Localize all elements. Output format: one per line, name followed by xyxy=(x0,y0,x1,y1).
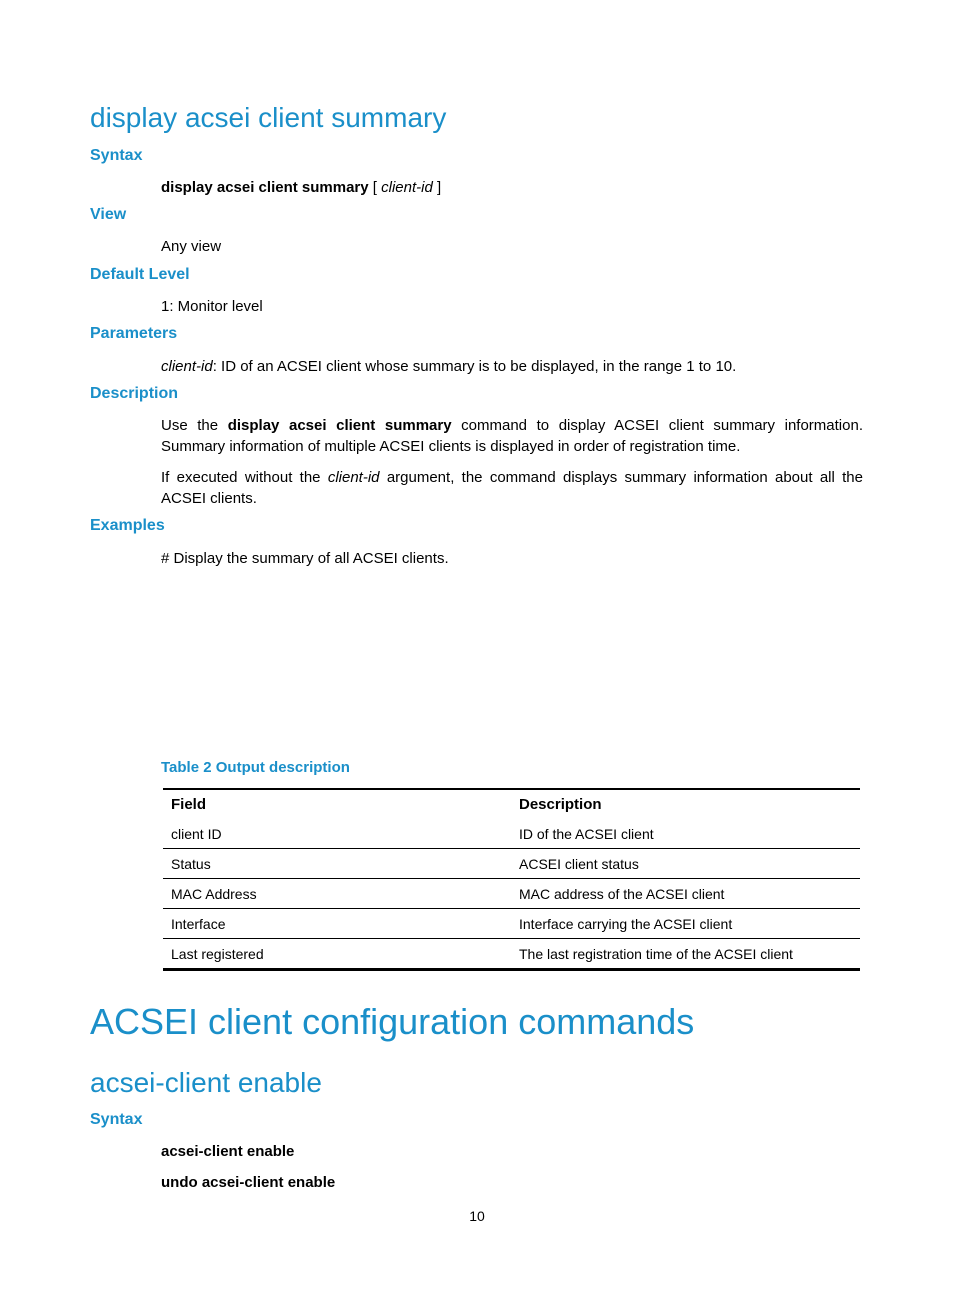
section-title: display acsei client summary xyxy=(90,102,447,133)
desc1-post: command to display ACSEI client summary information. Summary information of multiple ACSEI clients is displayed in order of registration time. xyxy=(161,417,863,455)
description-paragraph-2 xyxy=(161,467,863,509)
view-heading: View xyxy=(90,206,127,223)
table-cell-field: Status xyxy=(171,855,211,872)
table-cell-field: MAC Address xyxy=(171,885,257,902)
table-row xyxy=(163,909,860,939)
parameter-description: : ID of an ACSEI client whose summary is to be displayed, in the range 1 to 10. xyxy=(212,358,737,375)
table-row xyxy=(163,879,860,909)
desc1-command: display acsei client summary xyxy=(227,417,452,434)
examples-text: # Display the summary of all ACSEI clients. xyxy=(161,550,449,567)
examples-heading: Examples xyxy=(90,517,165,534)
table-caption: Table 2 Output description xyxy=(161,759,350,776)
table-cell-description: Interface carrying the ACSEI client xyxy=(519,915,733,932)
default-level-heading: Default Level xyxy=(90,266,190,283)
command-title: acsei-client enable xyxy=(90,1067,322,1098)
table-row xyxy=(163,849,860,879)
desc2-argument: client-id xyxy=(327,469,380,486)
table-header-field: Field xyxy=(171,796,207,813)
page-number: 10 xyxy=(469,1208,485,1224)
parameter-name: client-id xyxy=(161,358,213,375)
syntax-close-bracket: ] xyxy=(432,179,442,196)
description-heading: Description xyxy=(90,385,179,402)
desc2-post: argument, the command displays summary information about all the ACSEI clients. xyxy=(161,469,863,507)
syntax-heading: Syntax xyxy=(90,147,143,164)
syntax-line xyxy=(161,177,441,198)
parameter-line xyxy=(161,356,736,377)
enable-command: acsei-client enable xyxy=(161,1143,295,1160)
default-level-text: 1: Monitor level xyxy=(161,298,263,315)
table-cell-description: ID of the ACSEI client xyxy=(519,825,654,842)
syntax-argument: client-id xyxy=(381,179,433,196)
table-cell-field: Interface xyxy=(171,915,226,932)
parameters-heading: Parameters xyxy=(90,325,178,342)
table-row xyxy=(163,819,860,849)
output-description-table xyxy=(163,788,860,971)
table-cell-field: Last registered xyxy=(171,945,264,962)
view-text: Any view xyxy=(161,238,222,255)
table-row xyxy=(163,939,860,970)
table-cell-field: client ID xyxy=(171,825,222,842)
table-header-row xyxy=(163,789,860,819)
syntax-command: display acsei client summary xyxy=(161,179,369,196)
table-cell-description: The last registration time of the ACSEI client xyxy=(519,945,793,962)
syntax-heading-2: Syntax xyxy=(90,1111,143,1128)
desc1-pre: Use the xyxy=(161,417,228,434)
description-paragraph-1 xyxy=(161,415,863,457)
table-cell-description: ACSEI client status xyxy=(519,855,639,872)
chapter-title: ACSEI client configuration commands xyxy=(90,1001,695,1042)
table-cell-description: MAC address of the ACSEI client xyxy=(519,885,725,902)
desc2-pre: If executed without the xyxy=(161,469,328,486)
syntax-open-bracket: [ xyxy=(368,179,382,196)
undo-command: undo acsei-client enable xyxy=(161,1174,336,1191)
table-header-description: Description xyxy=(519,796,602,813)
